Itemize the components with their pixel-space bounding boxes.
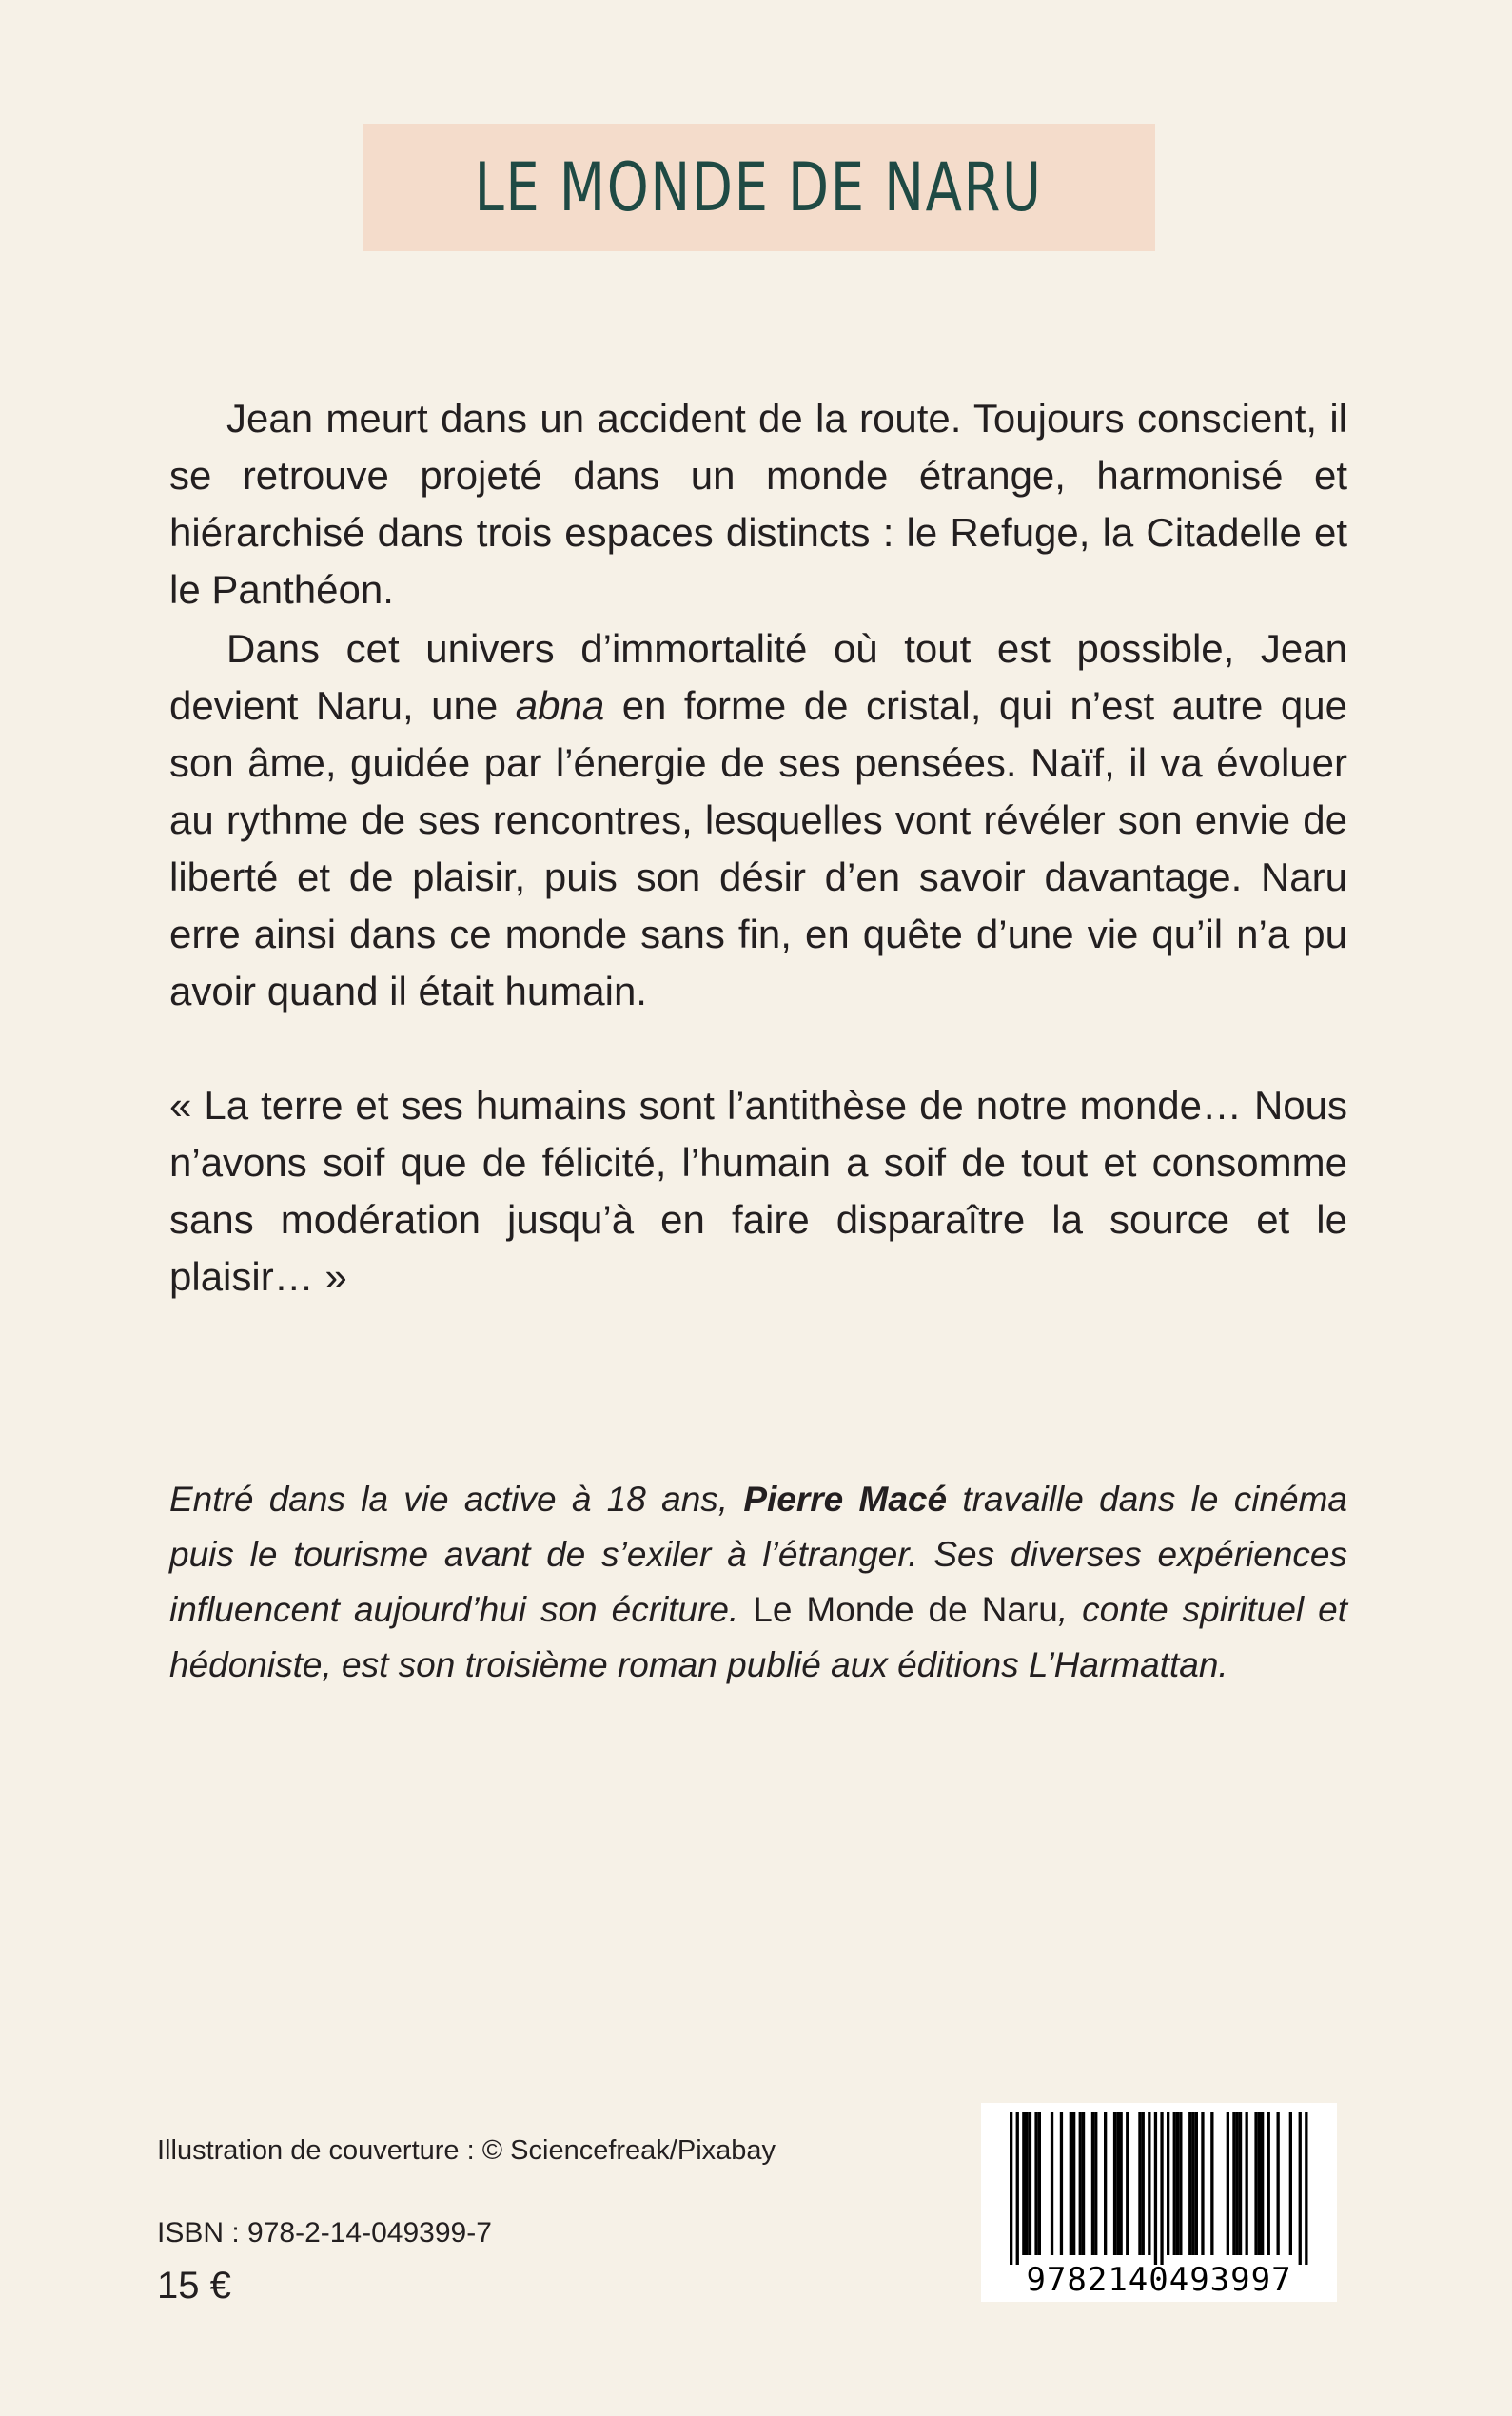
barcode-bar bbox=[1167, 2112, 1169, 2255]
barcode-bar bbox=[1022, 2112, 1025, 2255]
synopsis-paragraph-2 bbox=[169, 620, 1347, 1020]
barcode-bars bbox=[981, 2103, 1337, 2265]
barcode-bar bbox=[1016, 2112, 1019, 2265]
barcode-bar bbox=[1154, 2112, 1157, 2265]
author-bio bbox=[169, 1472, 1347, 1693]
barcode-bar bbox=[1258, 2112, 1261, 2255]
barcode-bar bbox=[1160, 2112, 1163, 2265]
barcode-bar bbox=[1176, 2112, 1179, 2255]
barcode-bar bbox=[1239, 2112, 1242, 2255]
barcode-bar bbox=[1188, 2112, 1191, 2255]
barcode-bar bbox=[1227, 2112, 1229, 2255]
bio-part-3: , conte spirituel et hédoniste, est son troisième roman publié aux éditions L’Harmattan. bbox=[169, 1590, 1348, 1684]
title-band bbox=[363, 124, 1155, 251]
quote: « La terre et ses humains sont l’antithèse de notre monde… Nous n’avons soif que de félicité, l’humain a soif de tout et consomme sans modération jusqu’à en faire disparaître la source et le plaisir… » bbox=[169, 1083, 1347, 1299]
synopsis-paragraph-2-start: Dans cet univers d’immortalité où tout est possible, Jean devient Naru, une bbox=[169, 626, 1347, 728]
synopsis-paragraph-2-end: en forme de cristal, qui n’est autre que son âme, guidée par l’énergie de ses pensées. Naïf, il va évoluer au rythme de ses rencontres, lesquelles vont révéler son envie de liberté et de plaisir, puis son désir d’en savoir davantage. Naru erre ainsi dans ce monde sans fin, en quête d’une vie qu’il n’a pu avoir quand il était humain. bbox=[169, 683, 1347, 1013]
barcode-bar bbox=[1082, 2112, 1085, 2255]
barcode-bar bbox=[1277, 2112, 1280, 2255]
barcode-bar bbox=[1116, 2112, 1119, 2255]
bio-book-title: Le Monde de Naru bbox=[738, 1590, 1058, 1629]
abna-term: abna bbox=[515, 683, 605, 728]
cover-credit: Illustration de couverture : © Sciencefreak/Pixabay bbox=[157, 2135, 776, 2166]
barcode-bar bbox=[1051, 2112, 1053, 2255]
barcode-bar bbox=[1091, 2112, 1094, 2255]
barcode-bar bbox=[1070, 2112, 1072, 2255]
barcode-bar bbox=[1179, 2112, 1182, 2255]
price: 15 € bbox=[157, 2265, 231, 2307]
barcode-bar bbox=[1210, 2112, 1213, 2255]
barcode-bar bbox=[1072, 2112, 1075, 2255]
barcode-bar bbox=[1305, 2112, 1307, 2265]
barcode-bar bbox=[1079, 2112, 1082, 2255]
synopsis bbox=[169, 390, 1347, 1022]
barcode bbox=[981, 2103, 1337, 2302]
barcode-bar bbox=[1029, 2112, 1031, 2255]
barcode-bar bbox=[1060, 2112, 1063, 2255]
barcode-bar bbox=[1236, 2112, 1239, 2255]
barcode-bar bbox=[1026, 2112, 1029, 2255]
barcode-bar bbox=[1094, 2112, 1097, 2255]
barcode-bar bbox=[1104, 2112, 1107, 2255]
barcode-bar bbox=[1138, 2112, 1141, 2255]
barcode-bar bbox=[1195, 2112, 1198, 2255]
book-title: LE MONDE DE NARU bbox=[475, 148, 1043, 226]
barcode-bar bbox=[1261, 2112, 1264, 2255]
barcode-bar bbox=[1120, 2112, 1123, 2255]
bio-part-1: Entré dans la vie active à 18 ans, bbox=[169, 1480, 744, 1519]
barcode-bar bbox=[1034, 2112, 1037, 2255]
synopsis-paragraph-1: Jean meurt dans un accident de la route. Toujours conscient, il se retrouve projeté dans un monde étrange, harmonisé et hiérarchisé dans trois espaces distincts : le Refuge, la Citadelle et le Panthéon. bbox=[169, 396, 1347, 612]
barcode-bar bbox=[1267, 2112, 1270, 2255]
barcode-bar bbox=[1254, 2112, 1257, 2255]
barcode-bar bbox=[1246, 2112, 1248, 2255]
barcode-bar bbox=[1173, 2112, 1176, 2255]
barcode-bar bbox=[1010, 2112, 1012, 2265]
author-name: Pierre Macé bbox=[743, 1480, 948, 1519]
bio-part-2: travaille dans le cinéma puis le tourisme avant de s’exiler à l’étranger. Ses diverses expériences influencent aujourd’hui son écriture. bbox=[169, 1480, 1347, 1629]
barcode-bar bbox=[1126, 2112, 1129, 2255]
isbn: ISBN : 978-2-14-049399-7 bbox=[157, 2217, 492, 2249]
barcode-bar bbox=[1201, 2112, 1204, 2255]
barcode-bar bbox=[1148, 2112, 1150, 2255]
barcode-digits: 9782140493997 bbox=[1026, 2261, 1292, 2299]
barcode-bar bbox=[1232, 2112, 1235, 2255]
barcode-bar bbox=[1289, 2112, 1292, 2255]
barcode-bar bbox=[1142, 2112, 1145, 2255]
barcode-bar bbox=[1038, 2112, 1041, 2255]
barcode-bar bbox=[1299, 2112, 1302, 2265]
barcode-bar bbox=[1191, 2112, 1194, 2255]
barcode-bar bbox=[1113, 2112, 1116, 2255]
